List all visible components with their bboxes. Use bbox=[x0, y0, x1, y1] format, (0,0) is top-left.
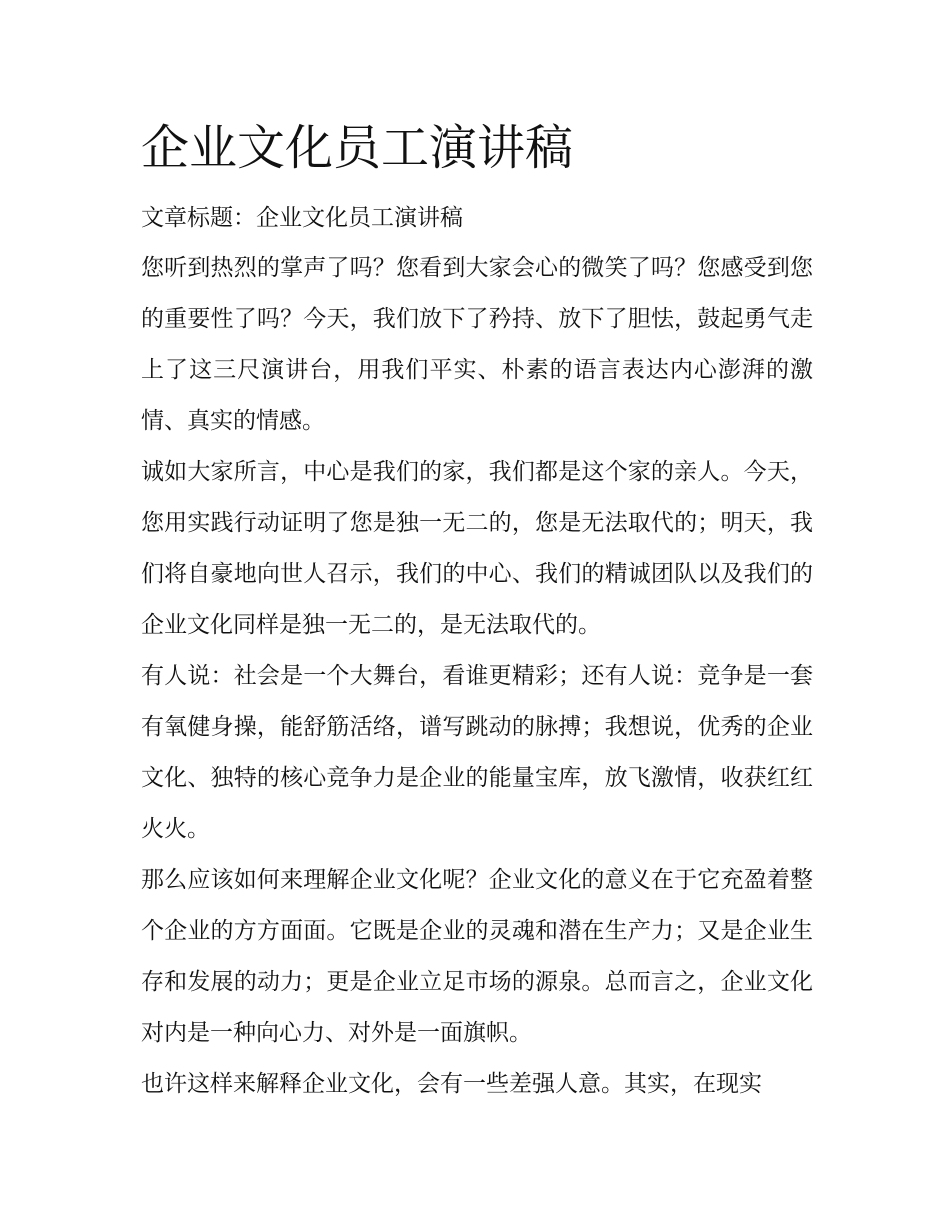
document-body bbox=[141, 112, 813, 1110]
paragraph-5: 也许这样来解释企业文化，会有一些差强人意。其实，在现实 bbox=[141, 1071, 762, 1097]
article-title-line: 文章标题：企业文化员工演讲稿 bbox=[141, 205, 463, 231]
paragraph-3: 有人说：社会是一个大舞台，看谁更精彩；还有人说：竞争是一套有氧健身操，能舒筋活络，谱写跳动的脉搏；我想说，优秀的企业文化、独特的核心竞争力是企业的能量宝库，放飞激情，收获红红火火。 bbox=[141, 663, 813, 842]
page-title: 企业文化员工演讲稿 bbox=[141, 120, 574, 176]
paragraph-1: 您听到热烈的掌声了吗？您看到大家会心的微笑了吗？您感受到您的重要性了吗？今天，我们放下了矜持、放下了胆怯，鼓起勇气走上了这三尺演讲台，用我们平实、朴素的语言表达内心澎湃的激情、真实的情感。 bbox=[141, 255, 813, 434]
paragraph-2: 诚如大家所言，中心是我们的家，我们都是这个家的亲人。今天，您用实践行动证明了您是独一无二的，您是无法取代的；明天，我们将自豪地向世人召示，我们的中心、我们的精诚团队以及我们的企业文化同样是独一无二的，是无法取代的。 bbox=[141, 459, 813, 638]
paragraph-4: 那么应该如何来理解企业文化呢？企业文化的意义在于它充盈着整个企业的方方面面。它既是企业的灵魂和潜在生产力；又是企业生存和发展的动力；更是企业立足市场的源泉。总而言之，企业文化对内是一种向心力、对外是一面旗帜。 bbox=[141, 867, 813, 1046]
